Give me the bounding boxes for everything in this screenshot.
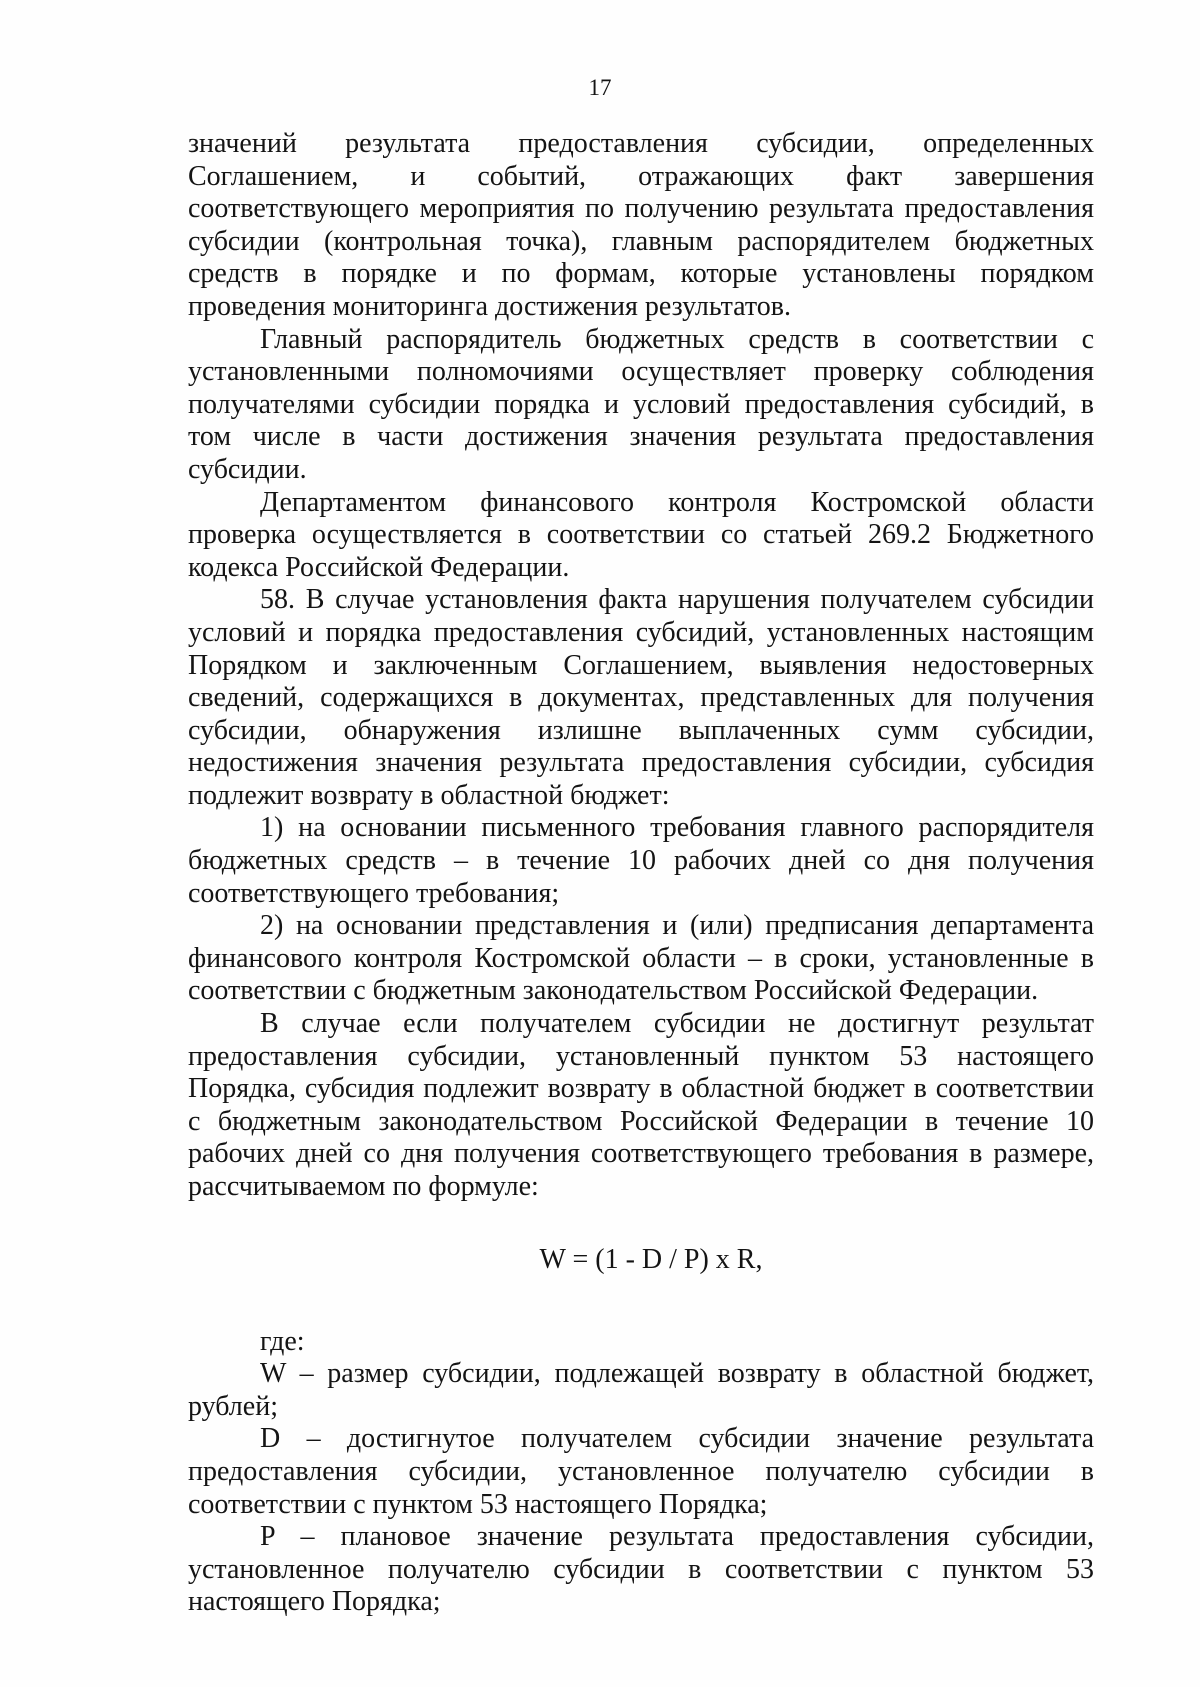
paragraph-item-1: 1) на основании письменного требования главного распорядителя бюджетных средств – в течение 10 рабочих дней со дня получения соответствующего требования; [188, 812, 1094, 909]
paragraph-clause-58: 58. В случае установления факта нарушения получателем субсидии условий и порядка предоставления субсидий, установленных настоящим Порядком и заключенным Соглашением, выявления недостоверных сведений, содержащихся в документах, представленных для получения субсидии, обнаружения излишне выплаченных сумм субсидии, недостижения значения результата предоставления субсидии, субсидия подлежит возврату в областной бюджет: [188, 584, 1094, 811]
definition-p: P – плановое значение результата предоставления субсидии, установленное получателю субсидии в соответствии с пунктом 53 настоящего Порядка; [188, 1521, 1094, 1618]
paragraph-continuation: значений результата предоставления субсидии, определенных Соглашением, и событий, отражающих факт завершения соответствующего мероприятия по получению результата предоставления субсидии (контрольная точка), главным распорядителем бюджетных средств в порядке и по формам, которые установлены порядком проведения мониторинга достижения результатов. [188, 128, 1094, 322]
paragraph-financial-control-check: Департаментом финансового контроля Костромской области проверка осуществляется в соответствии со статьей 269.2 Бюджетного кодекса Российской Федерации. [188, 486, 1094, 583]
definition-d: D – достигнутое получателем субсидии значение результата предоставления субсидии, установленное получателю субсидии в соответствии с пунктом 53 настоящего Порядка; [188, 1423, 1094, 1520]
where-label: где: [260, 1325, 305, 1357]
page-number: 17 [588, 75, 612, 100]
paragraph-result-not-achieved: В случае если получателем субсидии не достигнут результат предоставления субсидии, установленный пунктом 53 настоящего Порядка, субсидия подлежит возврату в областной бюджет в соответствии с бюджетным законодательством Российской Федерации в течение 10 рабочих дней со дня получения соответствующего требования в размере, рассчитываемом по формуле: [188, 1008, 1094, 1202]
document-body [188, 128, 1094, 1619]
definition-w: W – размер субсидии, подлежащей возврату в областной бюджет, рублей; [188, 1358, 1094, 1422]
paragraph-item-2: 2) на основании представления и (или) предписания департамента финансового контроля Костромской области – в сроки, установленные в соответствии с бюджетным законодательством Российской Федерации. [188, 910, 1094, 1007]
paragraph-budget-holder-check: Главный распорядитель бюджетных средств в соответствии с установленными полномочиями осуществляет проверку соблюдения получателями субсидии порядка и условий предоставления субсидий, в том числе в части достижения значения результата предоставления субсидии. [188, 323, 1094, 485]
formula: W = (1 - D / P) x R, [539, 1243, 763, 1275]
